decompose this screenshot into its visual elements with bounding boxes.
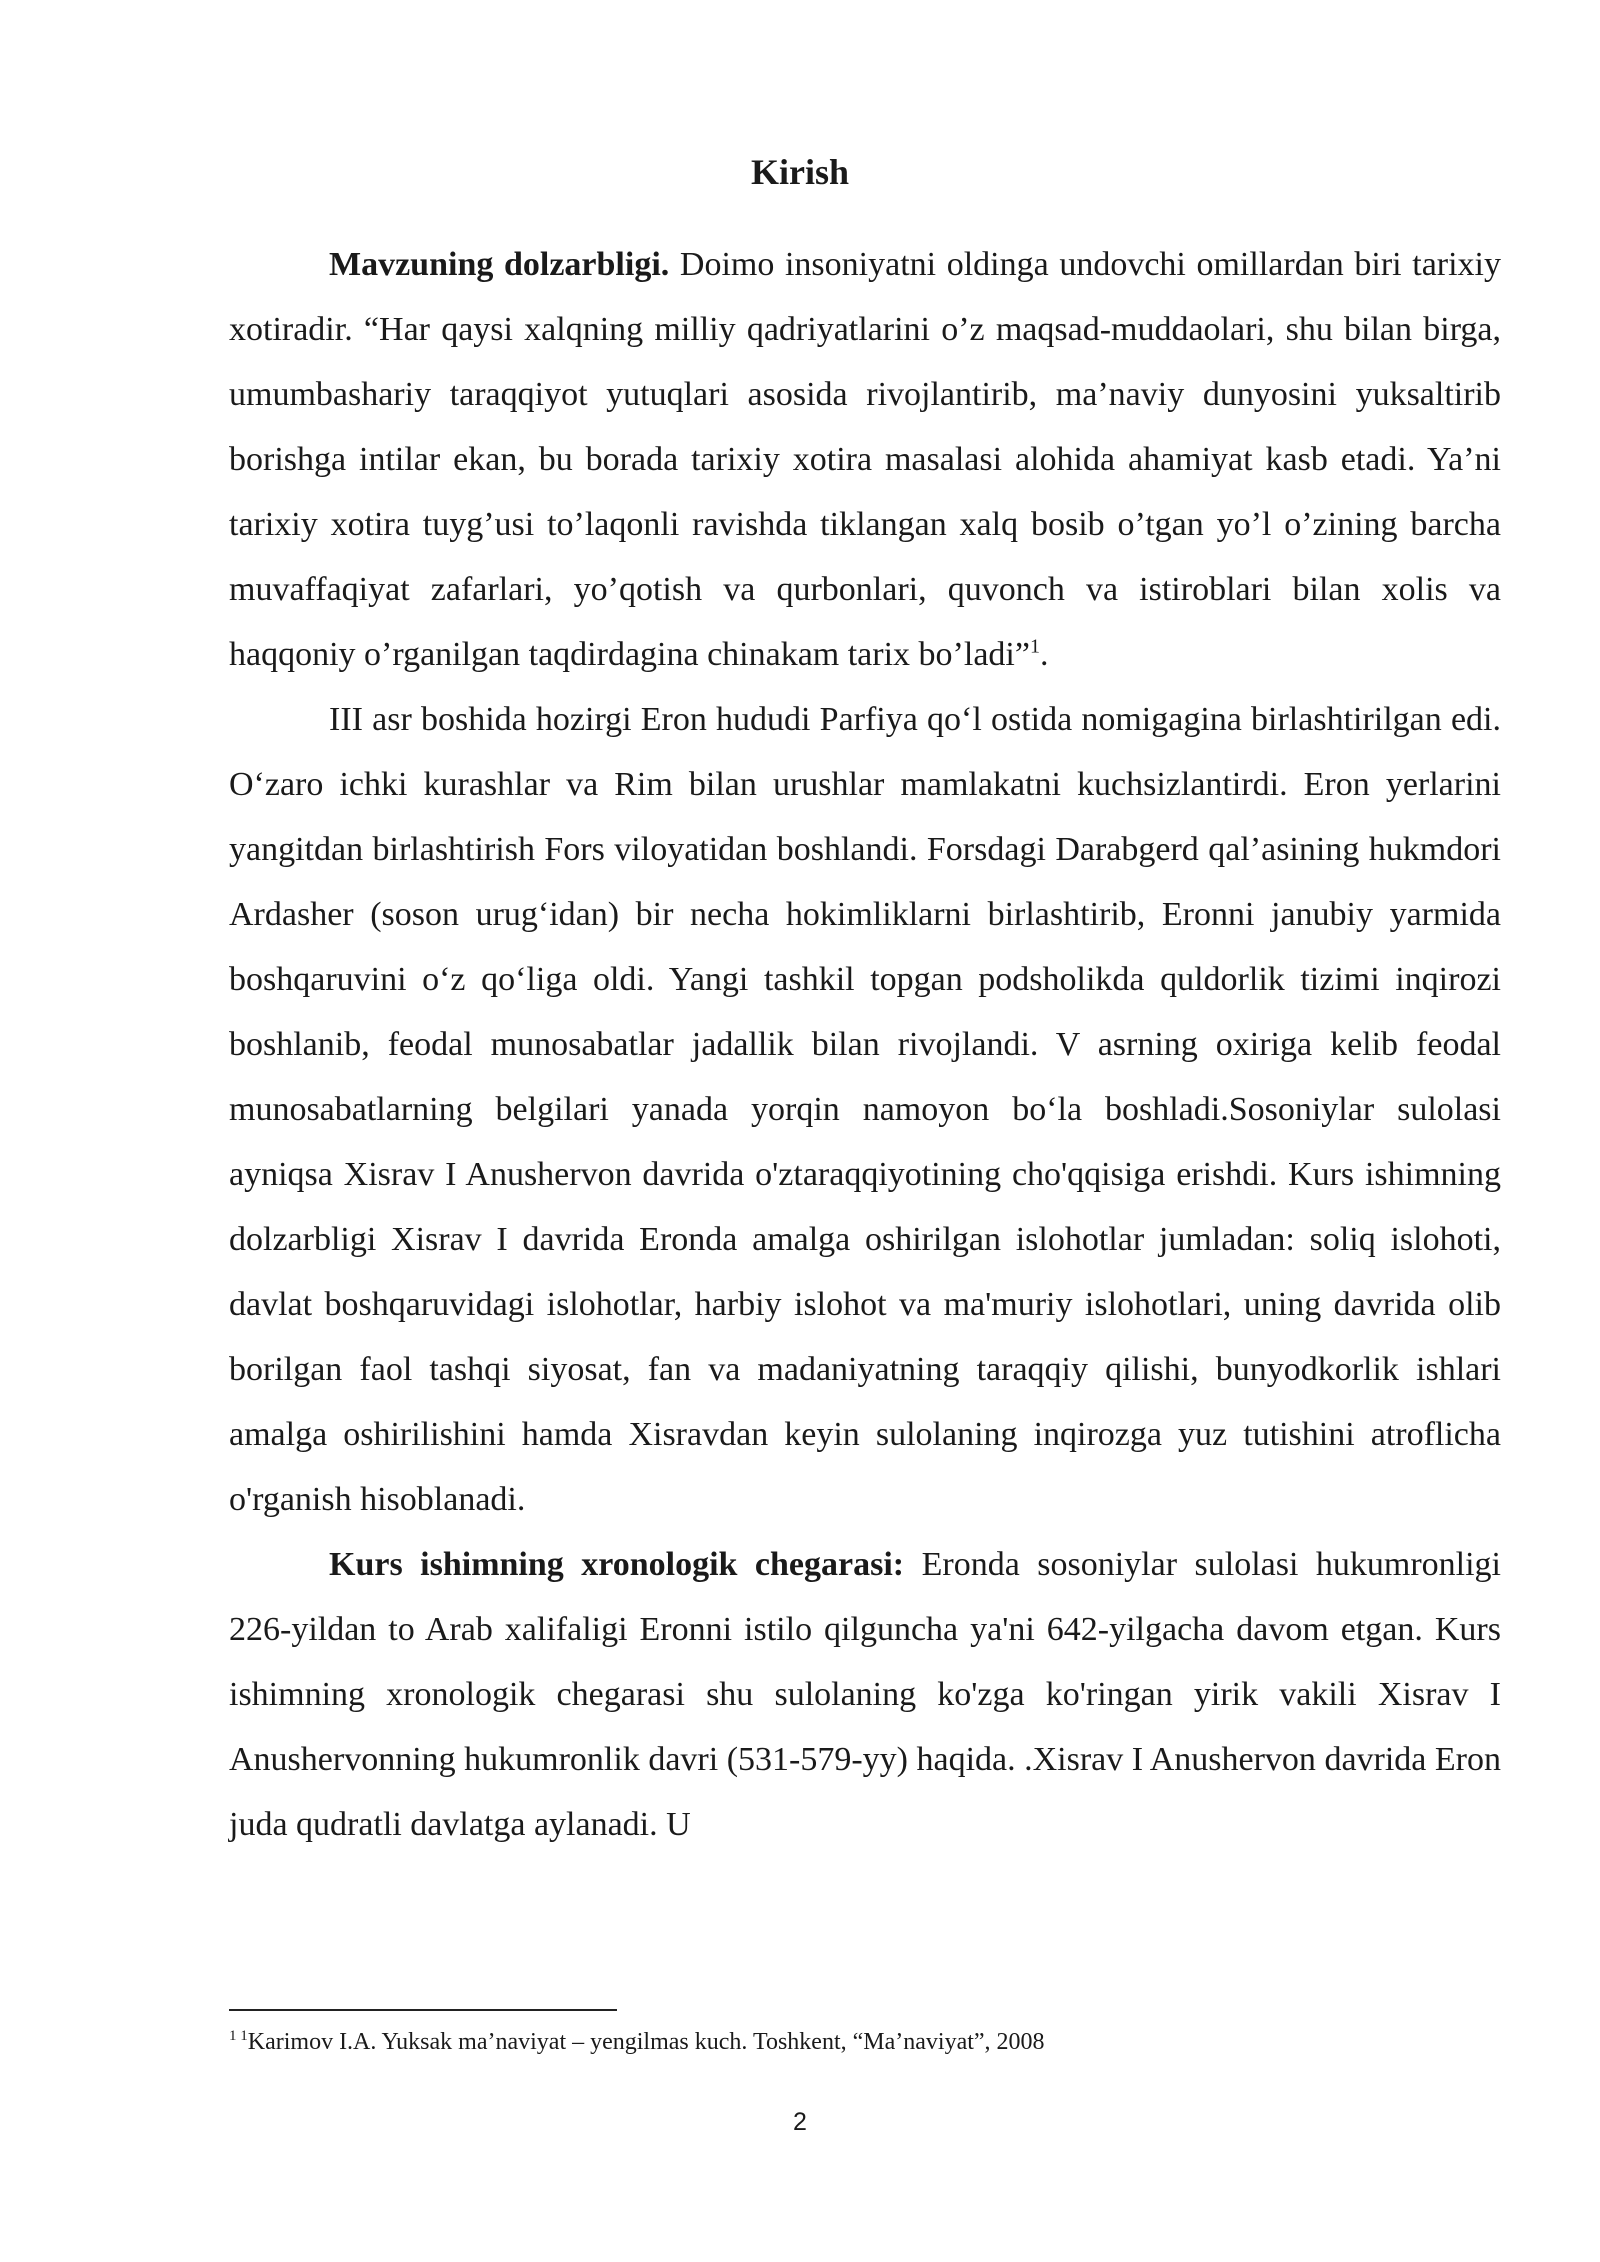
body-text xyxy=(229,232,1501,1857)
paragraph-lead: Mavzuning dolzarbligi. xyxy=(329,246,670,283)
footnote-text: Karimov I.A. Yuksak ma’naviyat – yengilmas kuch. Toshkent, “Ma’naviyat”, 2008 xyxy=(247,2029,1045,2055)
footnote-reference: 1 xyxy=(1029,635,1040,658)
footnote-divider xyxy=(229,2009,617,2011)
page-number: 2 xyxy=(793,2108,807,2136)
paragraph-history xyxy=(229,687,1501,1532)
footnote xyxy=(229,2026,1501,2058)
footnote-marker: 1 1 xyxy=(229,2028,248,2044)
paragraph-text: III asr boshida hozirgi Eron hududi Parfiya qo‘l ostida nomigagina birlashtirilgan edi. O‘zaro ichki kurashlar va Rim bilan urushlar mamlakatni kuchsizlantirdi. Eron yerlarini yangitdan birlashtirish Fors viloyatidan boshlandi. Forsdagi Darabgerd qal’asining hukmdori Ardasher (soson urug‘idan) bir necha hokimliklarni birlashtirib, Eronni janubiy yarmida boshqaruvini o‘z qo‘liga oldi. Yangi tashkil topgan podsholikda quldorlik tizimi inqirozi boshlanib, feodal munosabatlar jadallik bilan rivojlandi. V asrning oxiriga kelib feodal munosabatlarning belgilari yanada yorqin namoyon bo‘la boshladi.Sosoniylar sulolasi ayniqsa Xisrav I Anushervon davrida o'ztaraqqiyotining cho'qqisiga erishdi. Kurs ishimning dolzarbligi Xisrav I davrida Eronda amalga oshirilgan islohotlar jumladan: soliq islohoti, davlat boshqaruvidagi islohotlar, harbiy islohot va ma'muriy islohotlari, uning davrida olib borilgan faol tashqi siyosat, fan va madaniyatning taraqqiy qilishi, bunyodkorlik ishlari amalga oshirilishini hamda Xisravdan keyin sulolaning inqirozga yuz tutishini atroflicha o'rganish hisoblanadi. xyxy=(229,701,1501,1518)
paragraph-tail: . xyxy=(1039,636,1049,673)
paragraph-text: Eronda sosoniylar sulolasi hukumronligi 226-yildan to Arab xalifaligi Eronni istilo qilguncha ya'ni 642-yilgacha davom etgan. Kurs ishimning xronologik chegarasi shu sulolaning ko'zga ko'ringan yirik vakili Xisrav I Anushervonning hukumronlik davri (531-579-yy) haqida. .Xisrav I Anushervon davrida Eron juda qudratli davlatga aylanadi. U xyxy=(229,1546,1502,1843)
section-heading: Kirish xyxy=(750,152,849,192)
paragraph-text: Doimo insoniyatni oldinga undovchi omillardan biri tarixiy xotiradir. “Har qaysi xalqning milliy qadriyatlarini o’z maqsad-muddaolari, shu bilan birga, umumbashariy taraqqiyot yutuqlari asosida rivojlantirib, ma’naviy dunyosini yuksaltirib borishga intilar ekan, bu borada tarixiy xotira masalasi alohida ahamiyat kasb etadi. Ya’ni tarixiy xotira tuyg’usi to’laqonli ravishda tiklangan xalq bosib o’tgan yo’l o’zining barcha muvaffaqiyat zafarlari, yo’qotish va qurbonlari, quvonch va istiroblari bilan xolis va haqqoniy o’rganilgan taqdirdagina chinakam tarix bo’ladi” xyxy=(229,246,1501,673)
paragraph-chronology xyxy=(229,1532,1501,1857)
paragraph-relevance xyxy=(229,232,1501,687)
paragraph-lead: Kurs ishimning xronologik chegarasi: xyxy=(329,1546,905,1583)
